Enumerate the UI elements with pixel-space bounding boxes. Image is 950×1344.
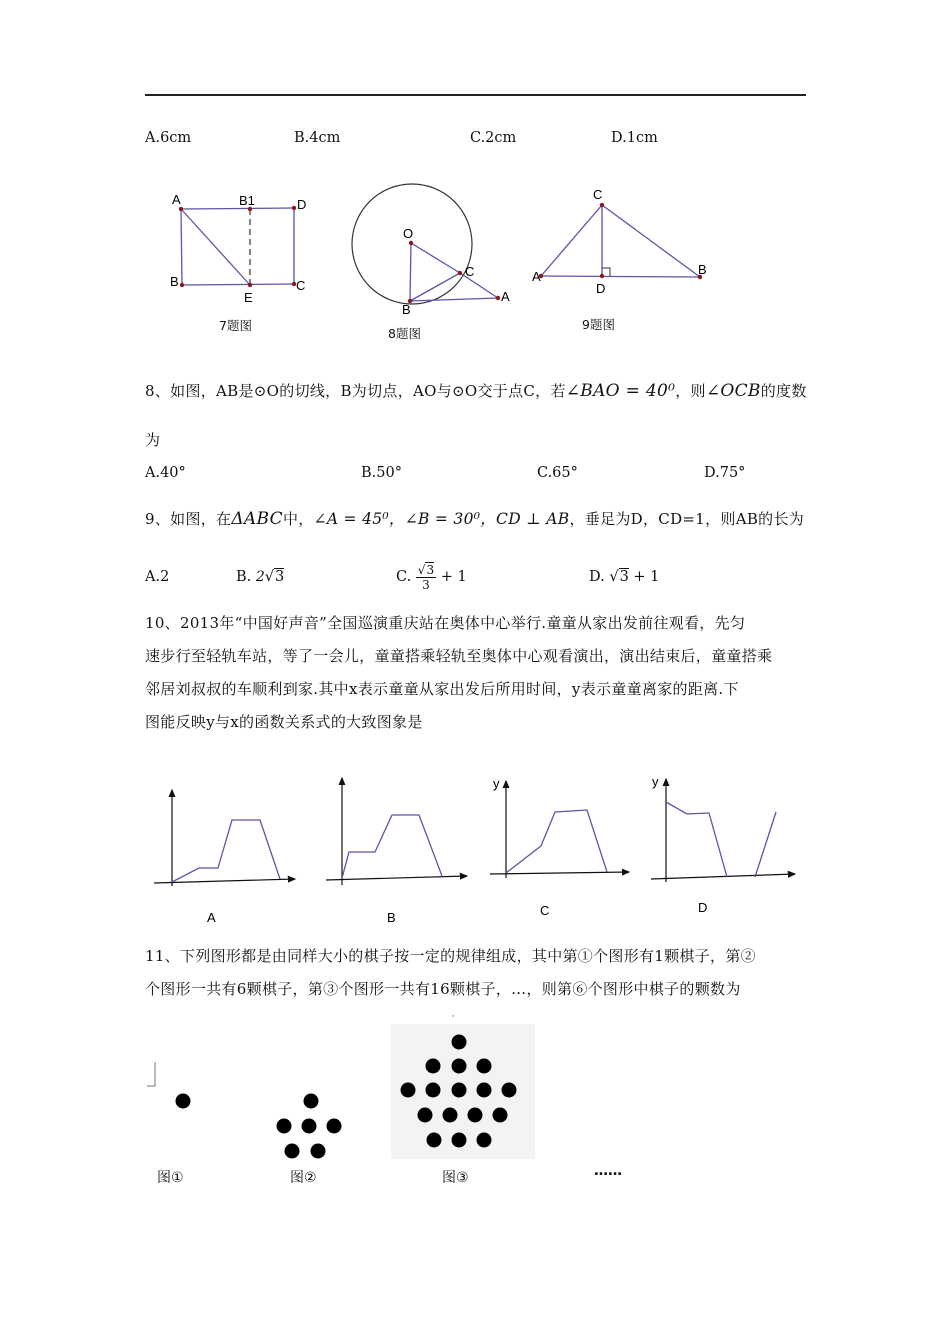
q9-conditions: ∠A = 45⁰，∠B = 30⁰，CD ⊥ AB: [313, 510, 570, 528]
q10-line4: 图能反映y与x的函数关系式的大致图象是: [145, 713, 423, 731]
fig9-label-d: D: [596, 281, 606, 296]
q8-text-line2: 为: [145, 431, 161, 449]
q9-option-c-label: C.: [396, 569, 412, 585]
svg-text:˅: ˅: [451, 1015, 456, 1025]
fig7-label-b1: B1: [239, 193, 255, 208]
fig8-label-o: O: [403, 226, 414, 241]
q9-option-d-label: D.: [589, 569, 605, 585]
graph-a-label: A: [207, 910, 216, 925]
fig7-label-d: D: [297, 197, 307, 212]
q9-option-d-radicand: 3: [619, 569, 629, 585]
graph-b-label: B: [387, 910, 396, 925]
q11-caption-2: 图②: [290, 1170, 317, 1186]
q10-line2: 速步行至轻轨车站，等了一会儿，童童搭乘轻轨至奥体中心观看演出，演出结束后，童童搭乘: [145, 647, 773, 665]
q8-text-start: 8、如图，AB是⊙O的切线，B为切点，AO与⊙O交于点C，若: [145, 382, 566, 400]
q8-angle-bao: ∠BAO = 40⁰: [565, 381, 676, 401]
fig8-caption: 8题图: [388, 326, 421, 341]
q10-line1: 10、2013年“中国好声音”全国巡演重庆站在奥体中心举行.童童从家出发前往观看，先匀: [145, 614, 746, 632]
q8-option-d: D.75°: [704, 465, 746, 481]
graph-d-label: D: [698, 900, 708, 915]
q9-option-b-radicand: 3: [275, 569, 285, 585]
q11-caption-1: 图①: [157, 1170, 184, 1186]
q8-option-a: A.40°: [145, 465, 186, 481]
q8-angle-ocb: ∠OCB: [705, 381, 761, 401]
q11-line1: 11、下列图形都是由同样大小的棋子按一定的规律组成，其中第①个图形有1颗棋子，第②: [145, 947, 756, 965]
q9-option-c-denominator: 3: [422, 577, 430, 592]
q7-option-a: A.6cm: [145, 130, 192, 146]
q9-option-c-fraction: $\frac{√3}{3}$: [417, 562, 435, 592]
q9-option-c-tail: + 1: [440, 569, 467, 585]
fig8-label-b: B: [402, 302, 411, 317]
fig7-label-c: C: [296, 278, 306, 293]
q8-text-end: 的度数: [760, 382, 807, 400]
fig7-caption: 7题图: [219, 318, 252, 333]
q7-option-c: C.2cm: [470, 130, 517, 146]
fig9-label-a: A: [532, 269, 541, 284]
fig7-label-b: B: [170, 274, 179, 289]
q11-caption-3: 图③: [442, 1170, 469, 1186]
q11-ellipsis: ……: [594, 1163, 622, 1179]
fig8-label-a: A: [501, 289, 510, 304]
q8-text-mid: ，则: [675, 382, 706, 400]
q9-option-d-tail: + 1: [633, 569, 660, 585]
fig9-label-c: C: [593, 187, 603, 202]
q7-option-d: D.1cm: [611, 130, 658, 146]
figure-2-pieces: [277, 1094, 342, 1159]
figure-1-pieces: [176, 1094, 191, 1109]
fig7-label-a: A: [172, 192, 181, 207]
graph-d-y-label: y: [652, 774, 659, 789]
q8-option-b: B.50°: [361, 465, 402, 481]
q9-option-d: D. √3 + 1: [589, 569, 660, 585]
q9-triangle: ΔABC: [231, 509, 283, 529]
q7-option-b: B.4cm: [294, 130, 341, 146]
q8-option-c: C.65°: [537, 465, 578, 481]
q9-option-b: B. 2√3: [236, 569, 285, 585]
fig9-caption: 9题图: [582, 317, 615, 332]
q9-option-a: A.2: [145, 569, 170, 585]
q9-option-c-numerator: 3: [426, 562, 435, 577]
q9-text-end: ，垂足为D，CD=1，则AB的长为: [569, 510, 805, 528]
q10-line3: 邻居刘叔叔的车顺利到家.其中x表示童童从家出发后所用时间，y表示童童离家的距离.下: [145, 680, 739, 698]
fig9-label-b: B: [698, 262, 707, 277]
fig8-label-c: C: [465, 264, 475, 279]
fig7-label-e: E: [244, 290, 253, 305]
q9-text-zhong: 中，: [282, 510, 314, 528]
q9-option-b-label: B.: [236, 569, 252, 585]
q11-line2: 个图形一共有6颗棋子，第③个图形一共有16颗棋子，…，则第⑥个图形中棋子的颗数为: [145, 980, 741, 998]
q9-option-b-coef: 2: [255, 569, 265, 585]
q9-text-start: 9、如图，在: [145, 510, 232, 528]
graph-c-label: C: [540, 903, 550, 918]
graph-c-y-label: y: [493, 776, 500, 791]
